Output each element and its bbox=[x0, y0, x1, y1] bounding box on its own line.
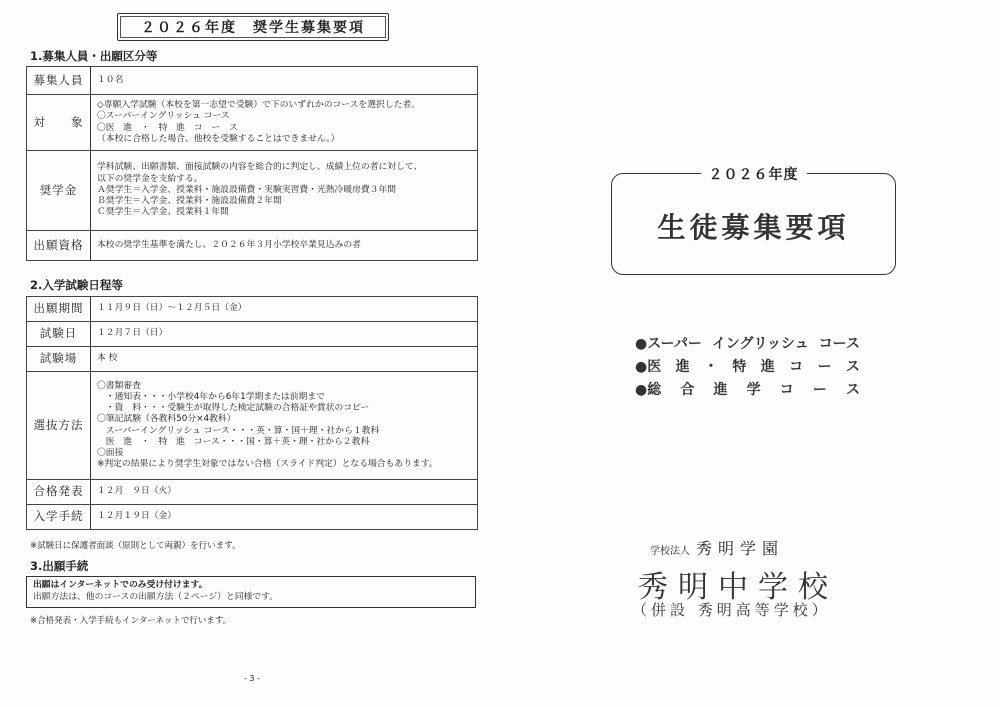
schedule-row bbox=[27, 480, 478, 505]
schedule-row-label: 合格発表 bbox=[27, 480, 91, 505]
recruitment-row-line: ◇専願入学試験（本校を第一志望で受験）で下のいずれかのコースを選択した者。 bbox=[97, 100, 421, 111]
application-bold-line: 出願はインターネットでのみ受け付けます。 bbox=[33, 580, 208, 590]
course-part: 進 bbox=[713, 382, 728, 398]
recruitment-row-line: 学科試験、出願書類、面接試験の内容を総合的に判定し、成績上位の者に対して、 bbox=[97, 162, 423, 173]
recruitment-row-line: 〇スーパーイングリッシュ コース bbox=[97, 111, 230, 122]
schedule-row-line: ・通知表・・・小学校4年から6年1学期または前期まで bbox=[97, 391, 325, 402]
section3-heading: 3.出願手続 bbox=[30, 559, 89, 573]
course-part: 合 bbox=[680, 382, 695, 398]
schedule-row-label: 出願期間 bbox=[27, 297, 91, 322]
recruitment-row-value bbox=[91, 151, 478, 231]
course-part: ●医 bbox=[635, 359, 662, 375]
page-number: - 3 - bbox=[244, 674, 260, 683]
recruitment-row-value bbox=[91, 231, 478, 261]
schedule-row-line: 〇面接 bbox=[97, 447, 124, 458]
application-line: 出願方法は、他のコースの出願方法（２ページ）と同様です。 bbox=[33, 592, 278, 602]
course-part: 特 bbox=[732, 359, 747, 375]
course-line bbox=[635, 356, 860, 376]
course-part: コ bbox=[779, 382, 794, 398]
corp-prefix: 学校法人 bbox=[650, 546, 690, 557]
schedule-row-value bbox=[91, 372, 478, 480]
schedule-row bbox=[27, 347, 478, 372]
interview-note: ※試験日に保護者面談（原則として両親）を行います。 bbox=[30, 541, 241, 551]
schedule-row-value bbox=[91, 505, 478, 530]
course-part: ●スーパー bbox=[635, 336, 702, 352]
course-part: ス bbox=[845, 359, 860, 375]
recruitment-row-line: Ａ奨学生＝入学金、授業料・施設設備費・実験実習費・光熱冷暖房費３年間 bbox=[97, 184, 397, 195]
recruitment-row-label: 奨学金 bbox=[27, 151, 91, 231]
recruitment-row bbox=[27, 67, 478, 95]
recruitment-row-line: Ｃ奨学生＝入学金、授業料１年間 bbox=[97, 207, 229, 218]
schedule-row bbox=[27, 372, 478, 480]
recruitment-row-value bbox=[91, 95, 478, 151]
schedule-row-line: ・資 料・・・受験生が取得した検定試験の合格証や賞状のコピー bbox=[97, 403, 370, 414]
recruitment-row bbox=[27, 151, 478, 231]
course-part: コース bbox=[818, 336, 860, 352]
schedule-row-value bbox=[91, 322, 478, 347]
document-title-box bbox=[117, 13, 389, 41]
course-part: ●総 bbox=[635, 382, 662, 398]
schedule-row-label: 試験場 bbox=[27, 347, 91, 372]
recruitment-row bbox=[27, 231, 478, 261]
course-part: 進 bbox=[675, 359, 690, 375]
course-general bbox=[635, 379, 860, 399]
course-part: ・ bbox=[704, 359, 718, 375]
recruitment-row-line: 〇医 進 ・ 特 進 コ ー ス bbox=[97, 122, 238, 133]
recruitment-row-label: 募集人員 bbox=[27, 67, 91, 95]
online-note: ※合格発表・入学手続もインターネットで行います。 bbox=[30, 616, 232, 626]
course-part: ー bbox=[812, 382, 827, 398]
schedule-row-line: １２月 ９日（火） bbox=[97, 486, 177, 497]
schedule-row-line: ※判定の結果により奨学生対象ではない合格（スライド判定）となる場合もあります。 bbox=[97, 459, 438, 470]
schedule-row-value bbox=[91, 297, 478, 322]
schedule-row-value bbox=[91, 347, 478, 372]
schedule-row-line: １２月１９日（金） bbox=[97, 511, 177, 522]
schedule-row bbox=[27, 297, 478, 322]
recruitment-row-line: 本校の奨学生基準を満たし、２０２６年３月小学校卒業見込みの者 bbox=[97, 239, 361, 250]
section2-heading: 2.入学試験日程等 bbox=[30, 278, 123, 292]
schedule-row-label: 選抜方法 bbox=[27, 372, 91, 480]
recruitment-row-line: 以下の奨学金を支給する。 bbox=[97, 173, 203, 184]
course-part: 進 bbox=[760, 359, 775, 375]
course-super-english bbox=[635, 333, 860, 353]
application-box bbox=[26, 576, 476, 608]
recruitment-row bbox=[27, 95, 478, 151]
schedule-row-value bbox=[91, 480, 478, 505]
recruitment-row-label: 対 象 bbox=[27, 95, 91, 151]
course-line bbox=[635, 379, 860, 399]
schedule-row-line: 本 校 bbox=[97, 353, 118, 364]
schedule-row-line: 〇書類審査 bbox=[97, 380, 141, 391]
recruitment-row-label: 出願資格 bbox=[27, 231, 91, 261]
section1-heading: 1.募集人員・出願区分等 bbox=[30, 49, 158, 63]
cover-year: ２０２６年度 bbox=[701, 167, 807, 183]
recruitment-row-line: Ｂ奨学生＝入学金、授業料・施設設備費２年間 bbox=[97, 196, 282, 207]
right-page bbox=[500, 0, 1000, 707]
schedule-row-line: １２月７日（日） bbox=[97, 328, 168, 339]
cover-title-box bbox=[611, 167, 896, 275]
corp-name: 秀明学園 bbox=[696, 539, 785, 558]
annex-school: （併設 秀明高等学校） bbox=[632, 601, 831, 619]
course-part: 学 bbox=[746, 382, 761, 398]
corporation-name bbox=[650, 536, 784, 559]
course-part: イングリッシュ bbox=[711, 336, 809, 352]
course-part: ス bbox=[845, 382, 860, 398]
recruitment-row-line: １０名 bbox=[97, 74, 124, 85]
schedule-row bbox=[27, 505, 478, 530]
cover-title: 生徒募集要項 bbox=[657, 211, 850, 244]
schedule-row-line: 〇筆記試験（各教科50分×4教科） bbox=[97, 414, 236, 425]
recruitment-row-line: （本校に合格した場合、他校を受験することはできません。） bbox=[97, 133, 340, 144]
schedule-table bbox=[26, 296, 478, 530]
schedule-row-label: 入学手続 bbox=[27, 505, 91, 530]
recruitment-table bbox=[26, 66, 478, 261]
document-title: ２０２６年度 奨学生募集要項 bbox=[141, 20, 365, 36]
course-medical bbox=[635, 356, 860, 376]
schedule-row-line: 医 進 ・ 特 進 コース・・・国・算＋英・理・社から２教科 bbox=[97, 436, 370, 447]
schedule-row-label: 試験日 bbox=[27, 322, 91, 347]
recruitment-row-value bbox=[91, 67, 478, 95]
schedule-row-line: スーパーイングリッシュ コース・・・英・算・国＋理・社から１教科 bbox=[97, 425, 380, 436]
course-part: ー bbox=[817, 359, 832, 375]
schedule-row bbox=[27, 322, 478, 347]
schedule-row-line: １１月９日（日）～１２月５日（金） bbox=[97, 303, 247, 314]
course-line bbox=[635, 333, 860, 353]
course-part: コ bbox=[789, 359, 804, 375]
school-name: 秀明中学校 bbox=[638, 570, 838, 605]
